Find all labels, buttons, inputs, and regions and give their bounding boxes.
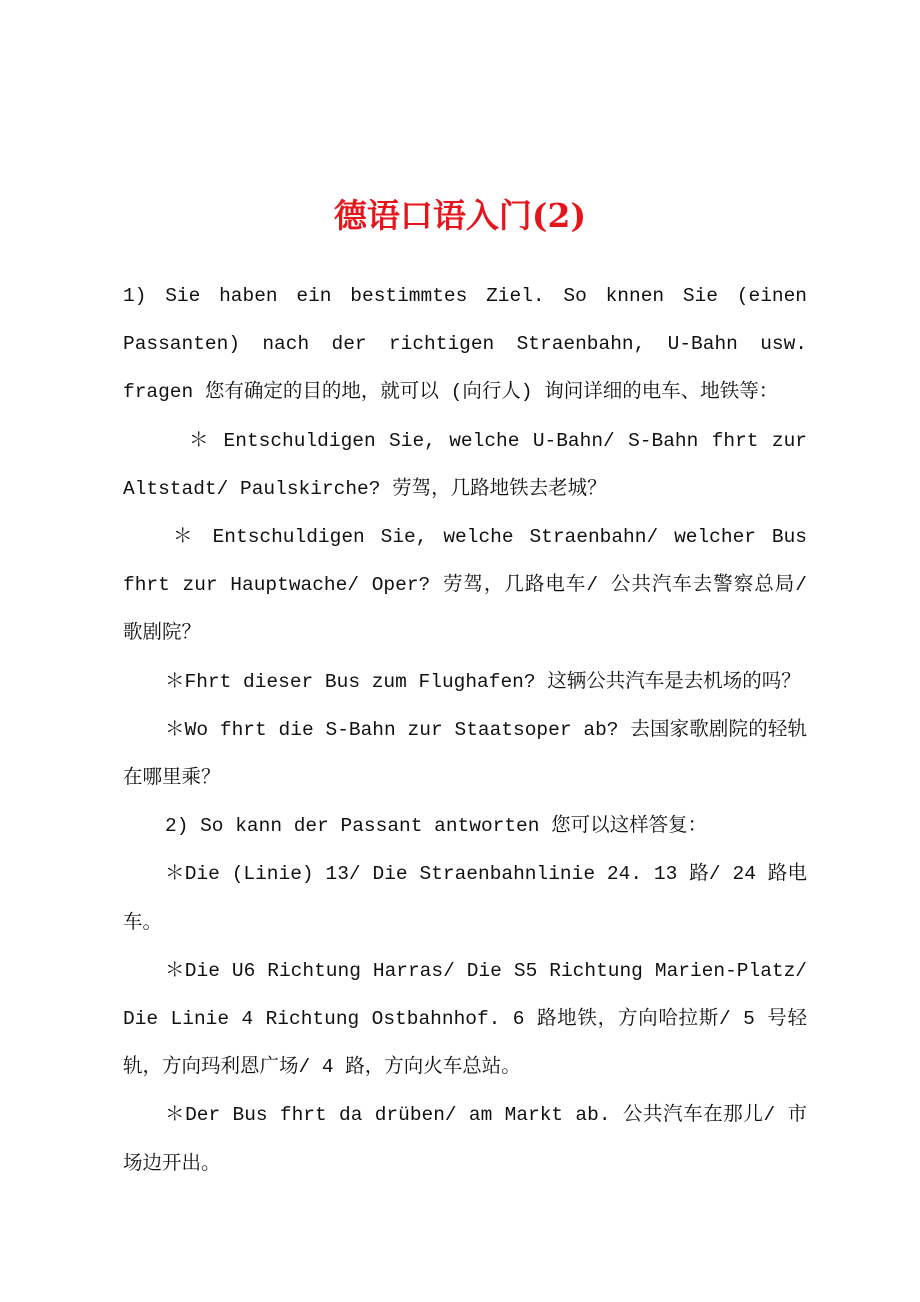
document-body: [123, 272, 807, 1188]
paragraph-intro: 1) Sie haben ein bestimmtes Ziel. So knnen Sie (einen Passanten) nach der richtigen Straenbahn, U-Bahn usw. fragen 您有确定的目的地，就可以 (向行人) 询问详细的电车、地铁等：: [123, 285, 807, 404]
paragraph-question: ＊Wo fhrt die S-Bahn zur Staatsoper ab? 去国家歌剧院的轻轨在哪里乘？: [123, 718, 807, 790]
paragraph-answer: ＊Die (Linie) 13/ Die Straenbahnlinie 24. 13 路/ 24 路电车。: [123, 863, 807, 934]
document-title: 德语口语入门(2): [333, 196, 587, 235]
paragraph-answer-intro: 2) So kann der Passant antworten 您可以这样答复：: [165, 815, 708, 838]
paragraph-question: ＊ Entschuldigen Sie, welche Straenbahn/ welcher Bus fhrt zur Hauptwache/ Oper? 劳驾，几路电车/ 公共汽车去警察总局/ 歌剧院？: [123, 526, 807, 645]
paragraph-question: ＊ Entschuldigen Sie, welche U-Bahn/ S-Bahn fhrt zur Altstadt/ Paulskirche? 劳驾，几路地铁去老城？: [123, 429, 807, 500]
paragraph-answer: ＊Die U6 Richtung Harras/ Die S5 Richtung Marien-Platz/ Die Linie 4 Richtung Ostbahnhof. 6 路地铁，方向哈拉斯/ 5 号轻轨，方向玛利恩广场/ 4 路，方向火车总站。: [123, 959, 807, 1079]
paragraph-question: ＊Fhrt dieser Bus zum Flughafen? 这辆公共汽车是去机场的吗？: [165, 670, 801, 693]
paragraph-answer: ＊Der Bus fhrt da drüben/ am Markt ab. 公共汽车在那儿/ 市场边开出。: [123, 1104, 807, 1175]
